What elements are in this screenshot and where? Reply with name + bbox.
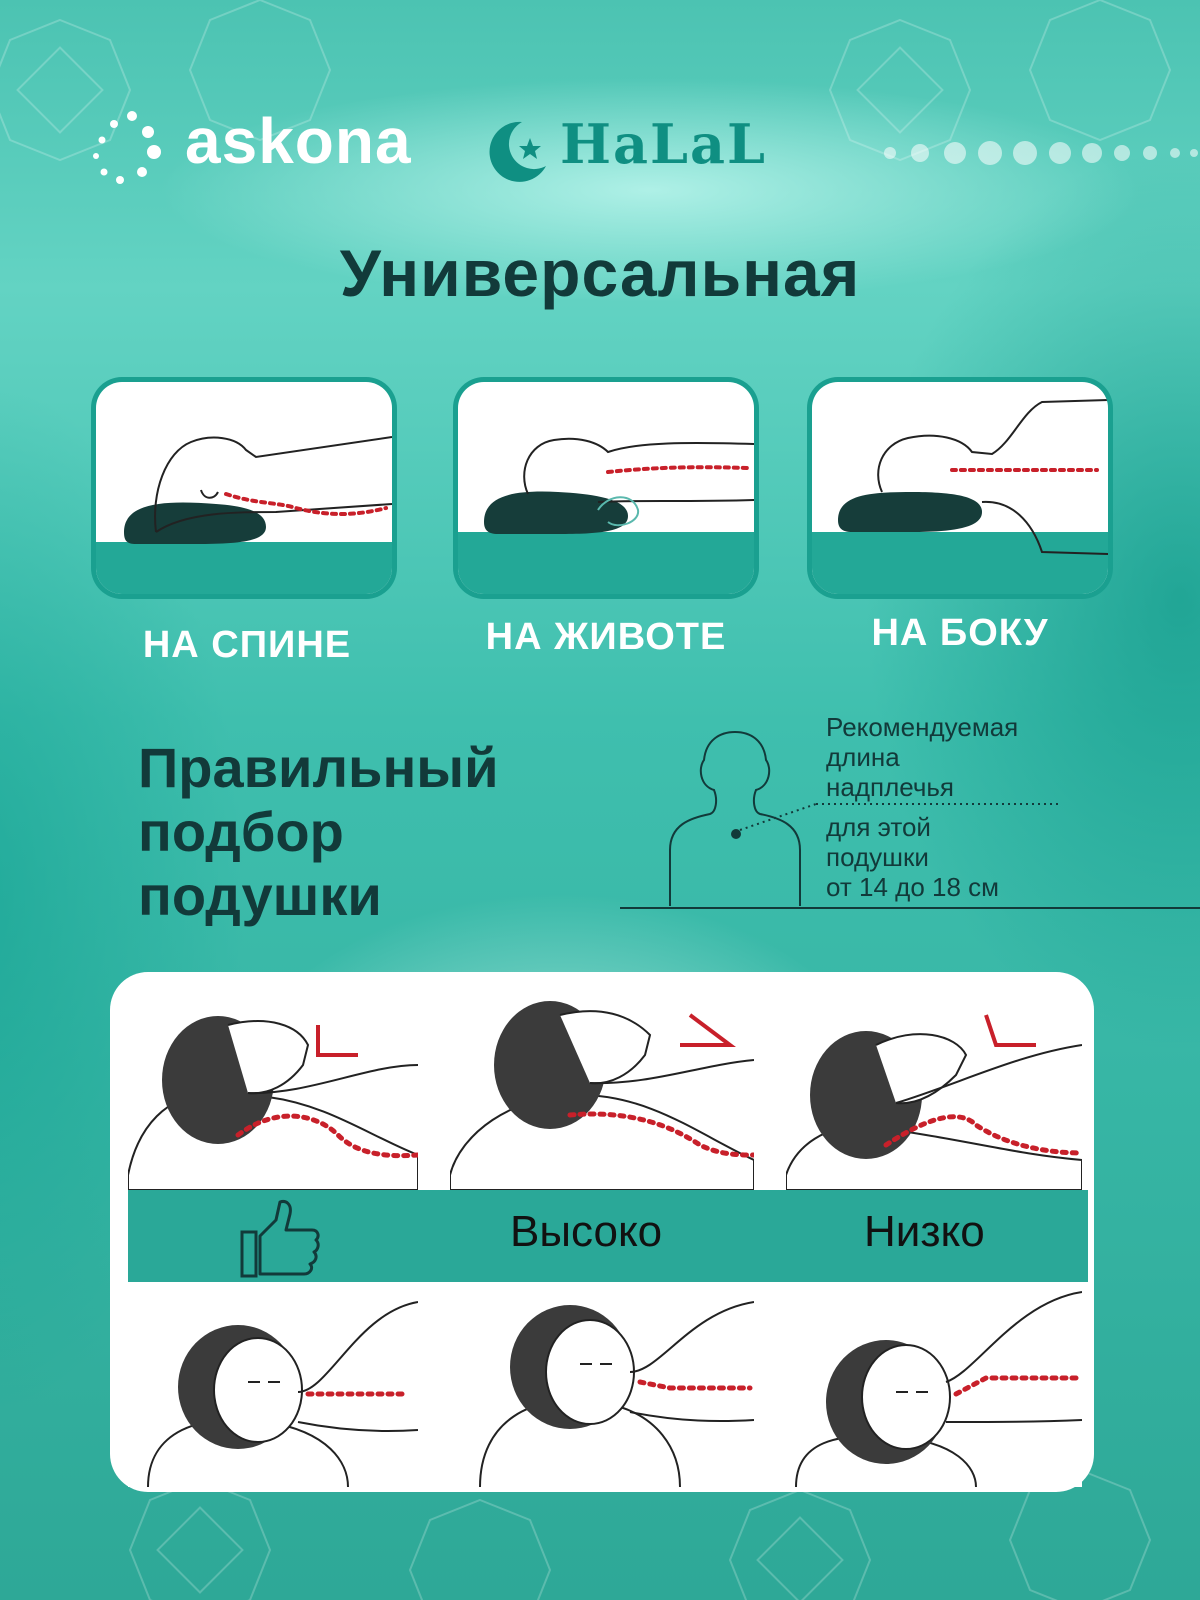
fit-heading-line: подбор [138,800,344,863]
position-card-back [96,382,392,594]
label-high: Высоко [510,1207,663,1256]
sleeping-on-stomach-illustration [458,382,754,594]
side-low-illustration [786,1282,1082,1487]
recommendation-line: Рекомендуемая [826,712,1019,742]
position-label-stomach: НА ЖИВОТЕ [485,616,727,658]
recommendation-line: надплечья [826,772,955,802]
askona-logo-icon [90,110,170,190]
fit-heading-line: Правильный [138,736,499,799]
back-high-illustration [450,985,754,1190]
crescent-star-icon [482,116,552,186]
dot-trail-decoration [880,138,1200,168]
position-label-back: НА СПИНЕ [142,624,352,666]
side-high-illustration [450,1282,754,1487]
fit-heading-line: подушки [138,864,382,927]
position-label-side: НА БОКУ [871,612,1049,654]
recommendation-top [826,712,1018,802]
sleeping-on-side-illustration [812,382,1108,594]
recommendation-line: длина [826,742,900,772]
side-correct-illustration [128,1282,418,1487]
label-low: Низко [864,1207,985,1256]
recommendation-bottom [826,812,999,902]
back-correct-illustration [128,985,418,1190]
back-low-illustration [786,985,1082,1190]
fit-heading [138,736,499,928]
position-card-stomach [458,382,754,594]
thumbs-up-icon [238,1196,322,1280]
recommendation-line: для этой [826,812,931,842]
recommendation-line: от 14 до 18 см [826,872,1000,902]
brand-name: askona [185,105,412,177]
position-card-side [812,382,1108,594]
halal-label: HaLaL [560,112,767,176]
sleeping-on-back-illustration [96,382,392,594]
page-title: Универсальная [339,236,861,310]
logo-row [90,105,1190,190]
recommendation-line: подушки [826,842,929,872]
